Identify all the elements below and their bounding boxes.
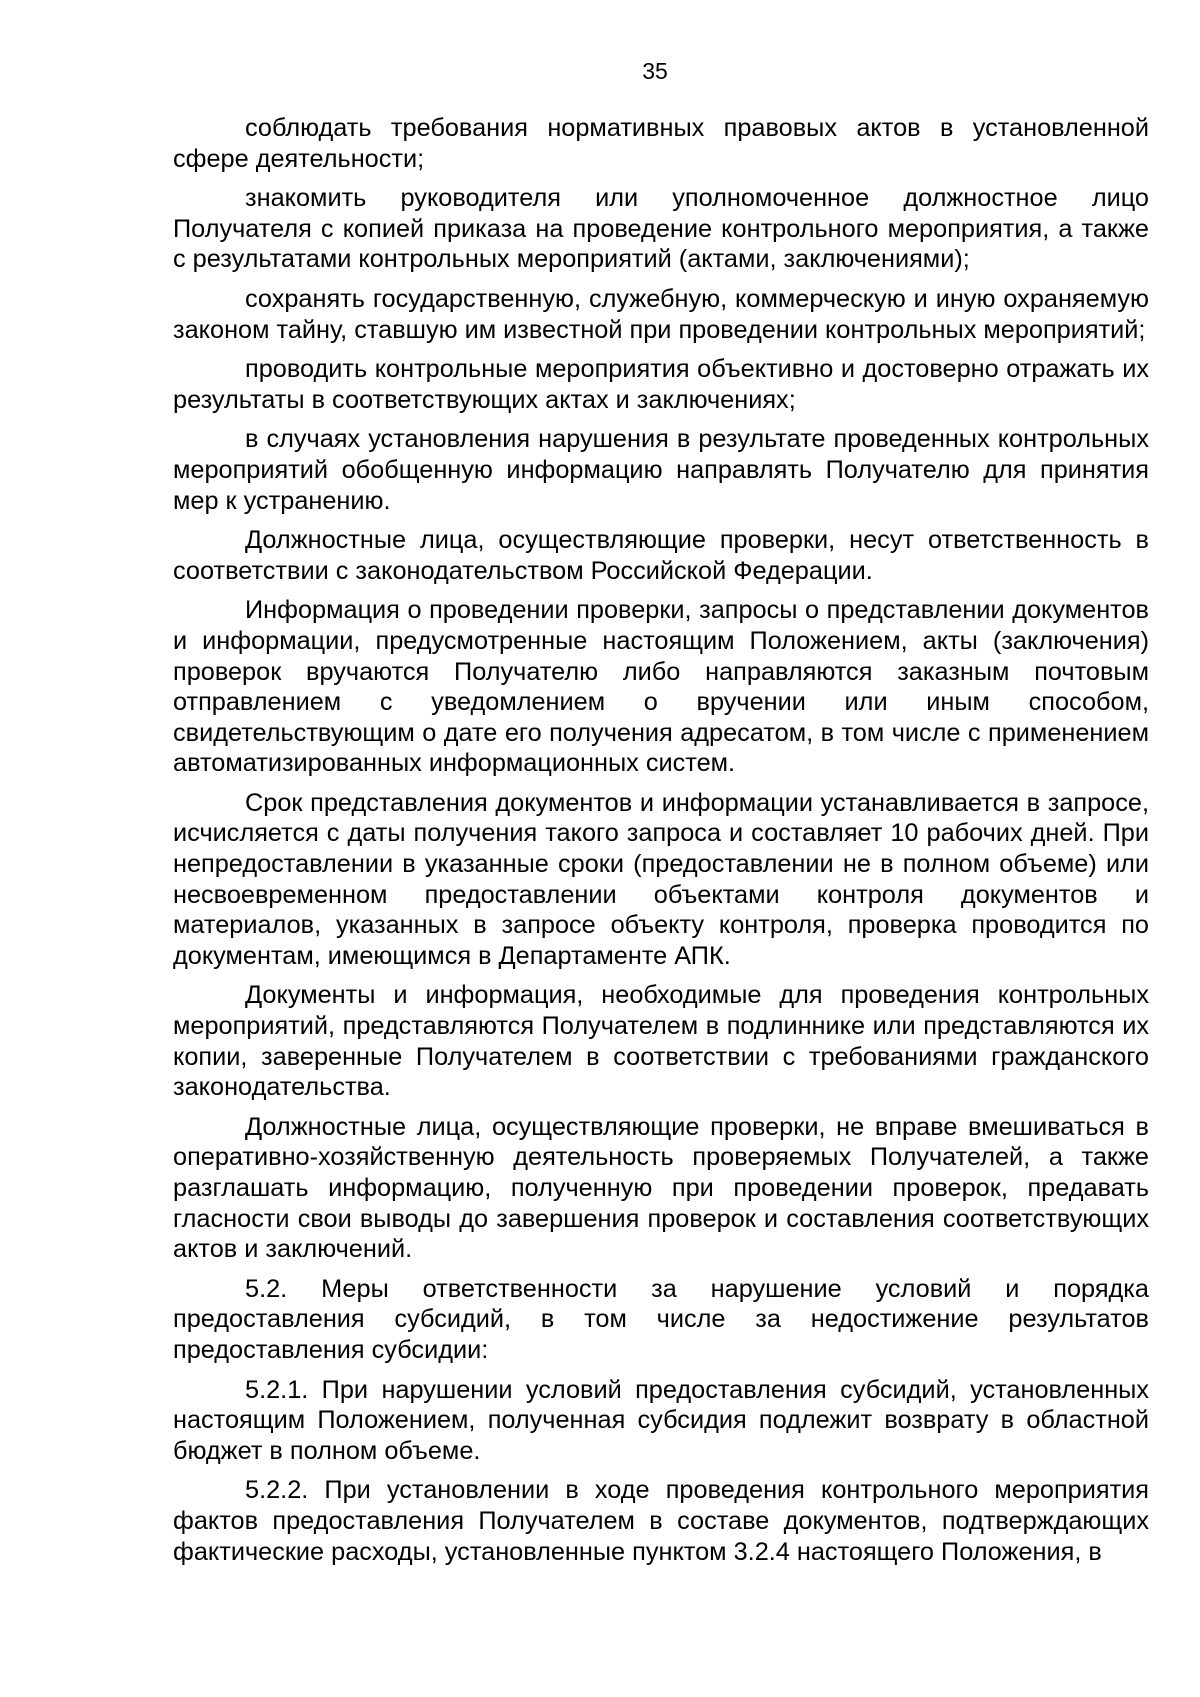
paragraph-send-information: в случаях установления нарушения в результате проведенных контрольных мероприятий обобщенную информацию направлять Получателю для принятия мер к устранению. xyxy=(173,425,1149,515)
paragraph-section-5-2-2: 5.2.2. При установлении в ходе проведения контрольного мероприятия фактов предоставления Получателем в составе документов, подтверждающих фактические расходы, установленные пунктом 3.2.4 настоящего Положения, в xyxy=(173,1476,1149,1566)
paragraph-conduct-objectively: проводить контрольные мероприятия объективно и достоверно отражать их результаты в соответствующих актах и заключениях; xyxy=(173,355,1149,414)
paragraph-comply-requirements: соблюдать требования нормативных правовых актов в установленной сфере деятельности; xyxy=(173,114,1149,173)
paragraph-non-interference: Должностные лица, осуществляющие проверки, не вправе вмешиваться в оперативно-хозяйственную деятельность проверяемых Получателей, а также разглашать информацию, полученную при проведении проверок, предавать гласности свои выводы до завершения проверок и составления соответствующих актов и заключений. xyxy=(173,1112,1149,1264)
document-body xyxy=(173,113,1149,1576)
paragraph-section-5-2: 5.2. Меры ответственности за нарушение условий и порядка предоставления субсидий, в том числе за недостижение результатов предоставления субсидии: xyxy=(173,1274,1149,1364)
paragraph-keep-secret: сохранять государственную, служебную, коммерческую и иную охраняемую законом тайну, ставшую им известной при проведении контрольных мероприятий; xyxy=(173,284,1149,344)
paragraph-deadline: Срок представления документов и информации устанавливается в запросе, исчисляется с даты получения такого запроса и составляет 10 рабочих дней. При непредоставлении в указанные сроки (предоставлении не в полном объеме) или несвоевременном предоставлении объектами контроля документов и материалов, указанных в запросе объекту контроля, проверка проводится по документам, имеющимся в Департаменте АПК. xyxy=(173,788,1149,970)
paragraph-documents-submission: Документы и информация, необходимые для проведения контрольных мероприятий, представляются Получателем в подлиннике или представляются их копии, заверенные Получателем в соответствии с требованиями гражданского законодательства. xyxy=(173,981,1149,1102)
page-number: 35 xyxy=(642,58,668,84)
paragraph-acquaint-head: знакомить руководителя или уполномоченное должностное лицо Получателя с копией приказа на проведение контрольного мероприятия, а также с результатами контрольных мероприятий (актами, заключениями); xyxy=(173,184,1149,274)
paragraph-information-delivery: Информация о проведении проверки, запросы о представлении документов и информации, предусмотренные настоящим Положением, акты (заключения) проверок вручаются Получателю либо направляются заказным почтовым отправлением с уведомлением о вручении или иным способом, свидетельствующим о дате его получения адресатом, в том числе с применением автоматизированных информационных систем. xyxy=(173,596,1149,778)
paragraph-section-5-2-1: 5.2.1. При нарушении условий предоставления субсидий, установленных настоящим Положением, полученная субсидия подлежит возврату в областной бюджет в полном объеме. xyxy=(173,1375,1149,1465)
paragraph-officials-responsibility: Должностные лица, осуществляющие проверки, несут ответственность в соответствии с законодательством Российской Федерации. xyxy=(173,526,1149,585)
